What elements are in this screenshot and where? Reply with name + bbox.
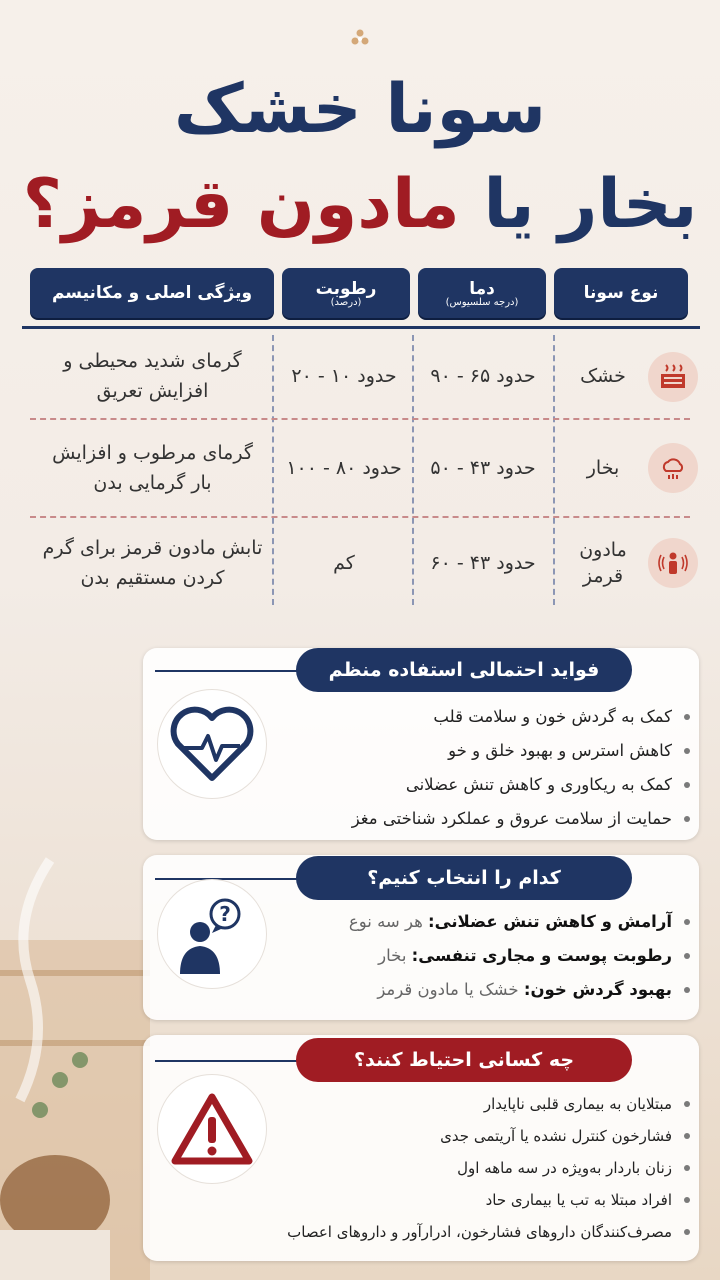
row-feature: گرمای مرطوب و افزایش بار گرمایی بدن bbox=[52, 442, 253, 494]
column-divider bbox=[412, 335, 414, 605]
heart-pulse-icon bbox=[170, 706, 254, 782]
row-feature: تابش مادون قرمز برای گرم کردن مستقیم بدن bbox=[42, 537, 263, 589]
header-sauna-type bbox=[554, 268, 688, 318]
choose-title: کدام را انتخاب کنیم؟ bbox=[296, 856, 632, 900]
header-sub-label: (درجه سلسیوس) bbox=[445, 296, 519, 308]
header-temperature bbox=[418, 268, 546, 318]
choose-list bbox=[349, 905, 690, 1007]
row-type: خشک bbox=[580, 365, 626, 387]
header-label: نوع سونا bbox=[583, 283, 659, 303]
choose-value: هر سه نوع bbox=[348, 912, 423, 931]
header-label: رطوبت bbox=[315, 278, 377, 299]
list-item: کمک به گردش خون و سلامت قلب bbox=[352, 700, 690, 734]
title-infrared: مادون قرمز؟ bbox=[22, 165, 460, 244]
choose-icon-circle bbox=[158, 880, 266, 988]
caution-list bbox=[287, 1088, 690, 1248]
choose-label: بهبود گردش خون: bbox=[523, 980, 672, 999]
section-underline bbox=[155, 670, 305, 672]
list-item bbox=[349, 905, 690, 939]
list-item: کاهش استرس و بهبود خلق و خو bbox=[352, 734, 690, 768]
list-item: حمایت از سلامت عروق و عملکرد شناختی مغز bbox=[352, 802, 690, 836]
row-temperature: حدود ۴۳ - ۵۰ bbox=[430, 457, 536, 479]
row-humidity: حدود ۸۰ - ۱۰۰ bbox=[286, 457, 402, 479]
header-label: دما bbox=[469, 278, 495, 299]
warning-triangle-icon bbox=[169, 1091, 255, 1167]
header-humidity bbox=[282, 268, 410, 318]
list-item: فشارخون کنترل نشده یا آریتمی جدی bbox=[287, 1120, 690, 1152]
svg-text:?: ? bbox=[219, 902, 231, 926]
list-item: مبتلایان به بیماری قلبی ناپایدار bbox=[287, 1088, 690, 1120]
row-feature: گرمای شدید محیطی و افزایش تعریق bbox=[63, 350, 242, 402]
table-header-divider bbox=[22, 326, 700, 329]
list-item: زنان باردار به‌ویژه در سه ماهه اول bbox=[287, 1152, 690, 1184]
row-type: بخار bbox=[586, 457, 620, 479]
title-steam-or: بخار یا bbox=[483, 165, 698, 244]
list-item bbox=[349, 939, 690, 973]
section-underline bbox=[155, 878, 305, 880]
row-type: مادون قرمز bbox=[579, 539, 627, 587]
brand-logo-icon bbox=[350, 28, 370, 48]
list-item: مصرف‌کنندگان داروهای فشارخون، ادرارآور و داروهای اعصاب bbox=[287, 1216, 690, 1248]
list-item: افراد مبتلا به تب یا بیماری حاد bbox=[287, 1184, 690, 1216]
page-title-line-1: سونا خشک bbox=[173, 70, 547, 149]
sauna-background-image bbox=[0, 640, 150, 1280]
benefits-title: فواید احتمالی استفاده منظم bbox=[296, 648, 632, 692]
list-item bbox=[349, 973, 690, 1007]
caution-title: چه کسانی احتیاط کنند؟ bbox=[296, 1038, 632, 1082]
dry-sauna-heater-icon bbox=[648, 352, 698, 402]
thinking-person-question-icon bbox=[170, 892, 254, 976]
row-humidity: کم bbox=[333, 552, 355, 574]
choose-label: آرامش و کاهش تنش عضلانی: bbox=[428, 912, 672, 931]
row-divider bbox=[30, 418, 690, 420]
header-label: ویژگی اصلی و مکانیسم bbox=[51, 283, 253, 303]
column-divider bbox=[553, 335, 555, 605]
row-divider bbox=[30, 516, 690, 518]
choose-value: بخار bbox=[378, 946, 407, 965]
benefits-icon-circle bbox=[158, 690, 266, 798]
steam-cloud-icon bbox=[648, 443, 698, 493]
infrared-person-icon bbox=[648, 538, 698, 588]
choose-value: خشک یا مادون قرمز bbox=[377, 980, 519, 999]
choose-label: رطوبت پوست و مجاری تنفسی: bbox=[411, 946, 672, 965]
column-divider bbox=[272, 335, 274, 605]
section-underline bbox=[155, 1060, 305, 1062]
header-feature bbox=[30, 268, 274, 318]
row-humidity: حدود ۱۰ - ۲۰ bbox=[291, 365, 397, 387]
caution-icon-circle bbox=[158, 1075, 266, 1183]
page-title-line-2 bbox=[0, 160, 720, 250]
list-item: کمک به ریکاوری و کاهش تنش عضلانی bbox=[352, 768, 690, 802]
row-temperature: حدود ۶۵ - ۹۰ bbox=[430, 365, 536, 387]
row-temperature: حدود ۴۳ - ۶۰ bbox=[430, 552, 536, 574]
header-sub-label: (درصد) bbox=[330, 296, 362, 308]
benefits-list bbox=[352, 700, 690, 836]
